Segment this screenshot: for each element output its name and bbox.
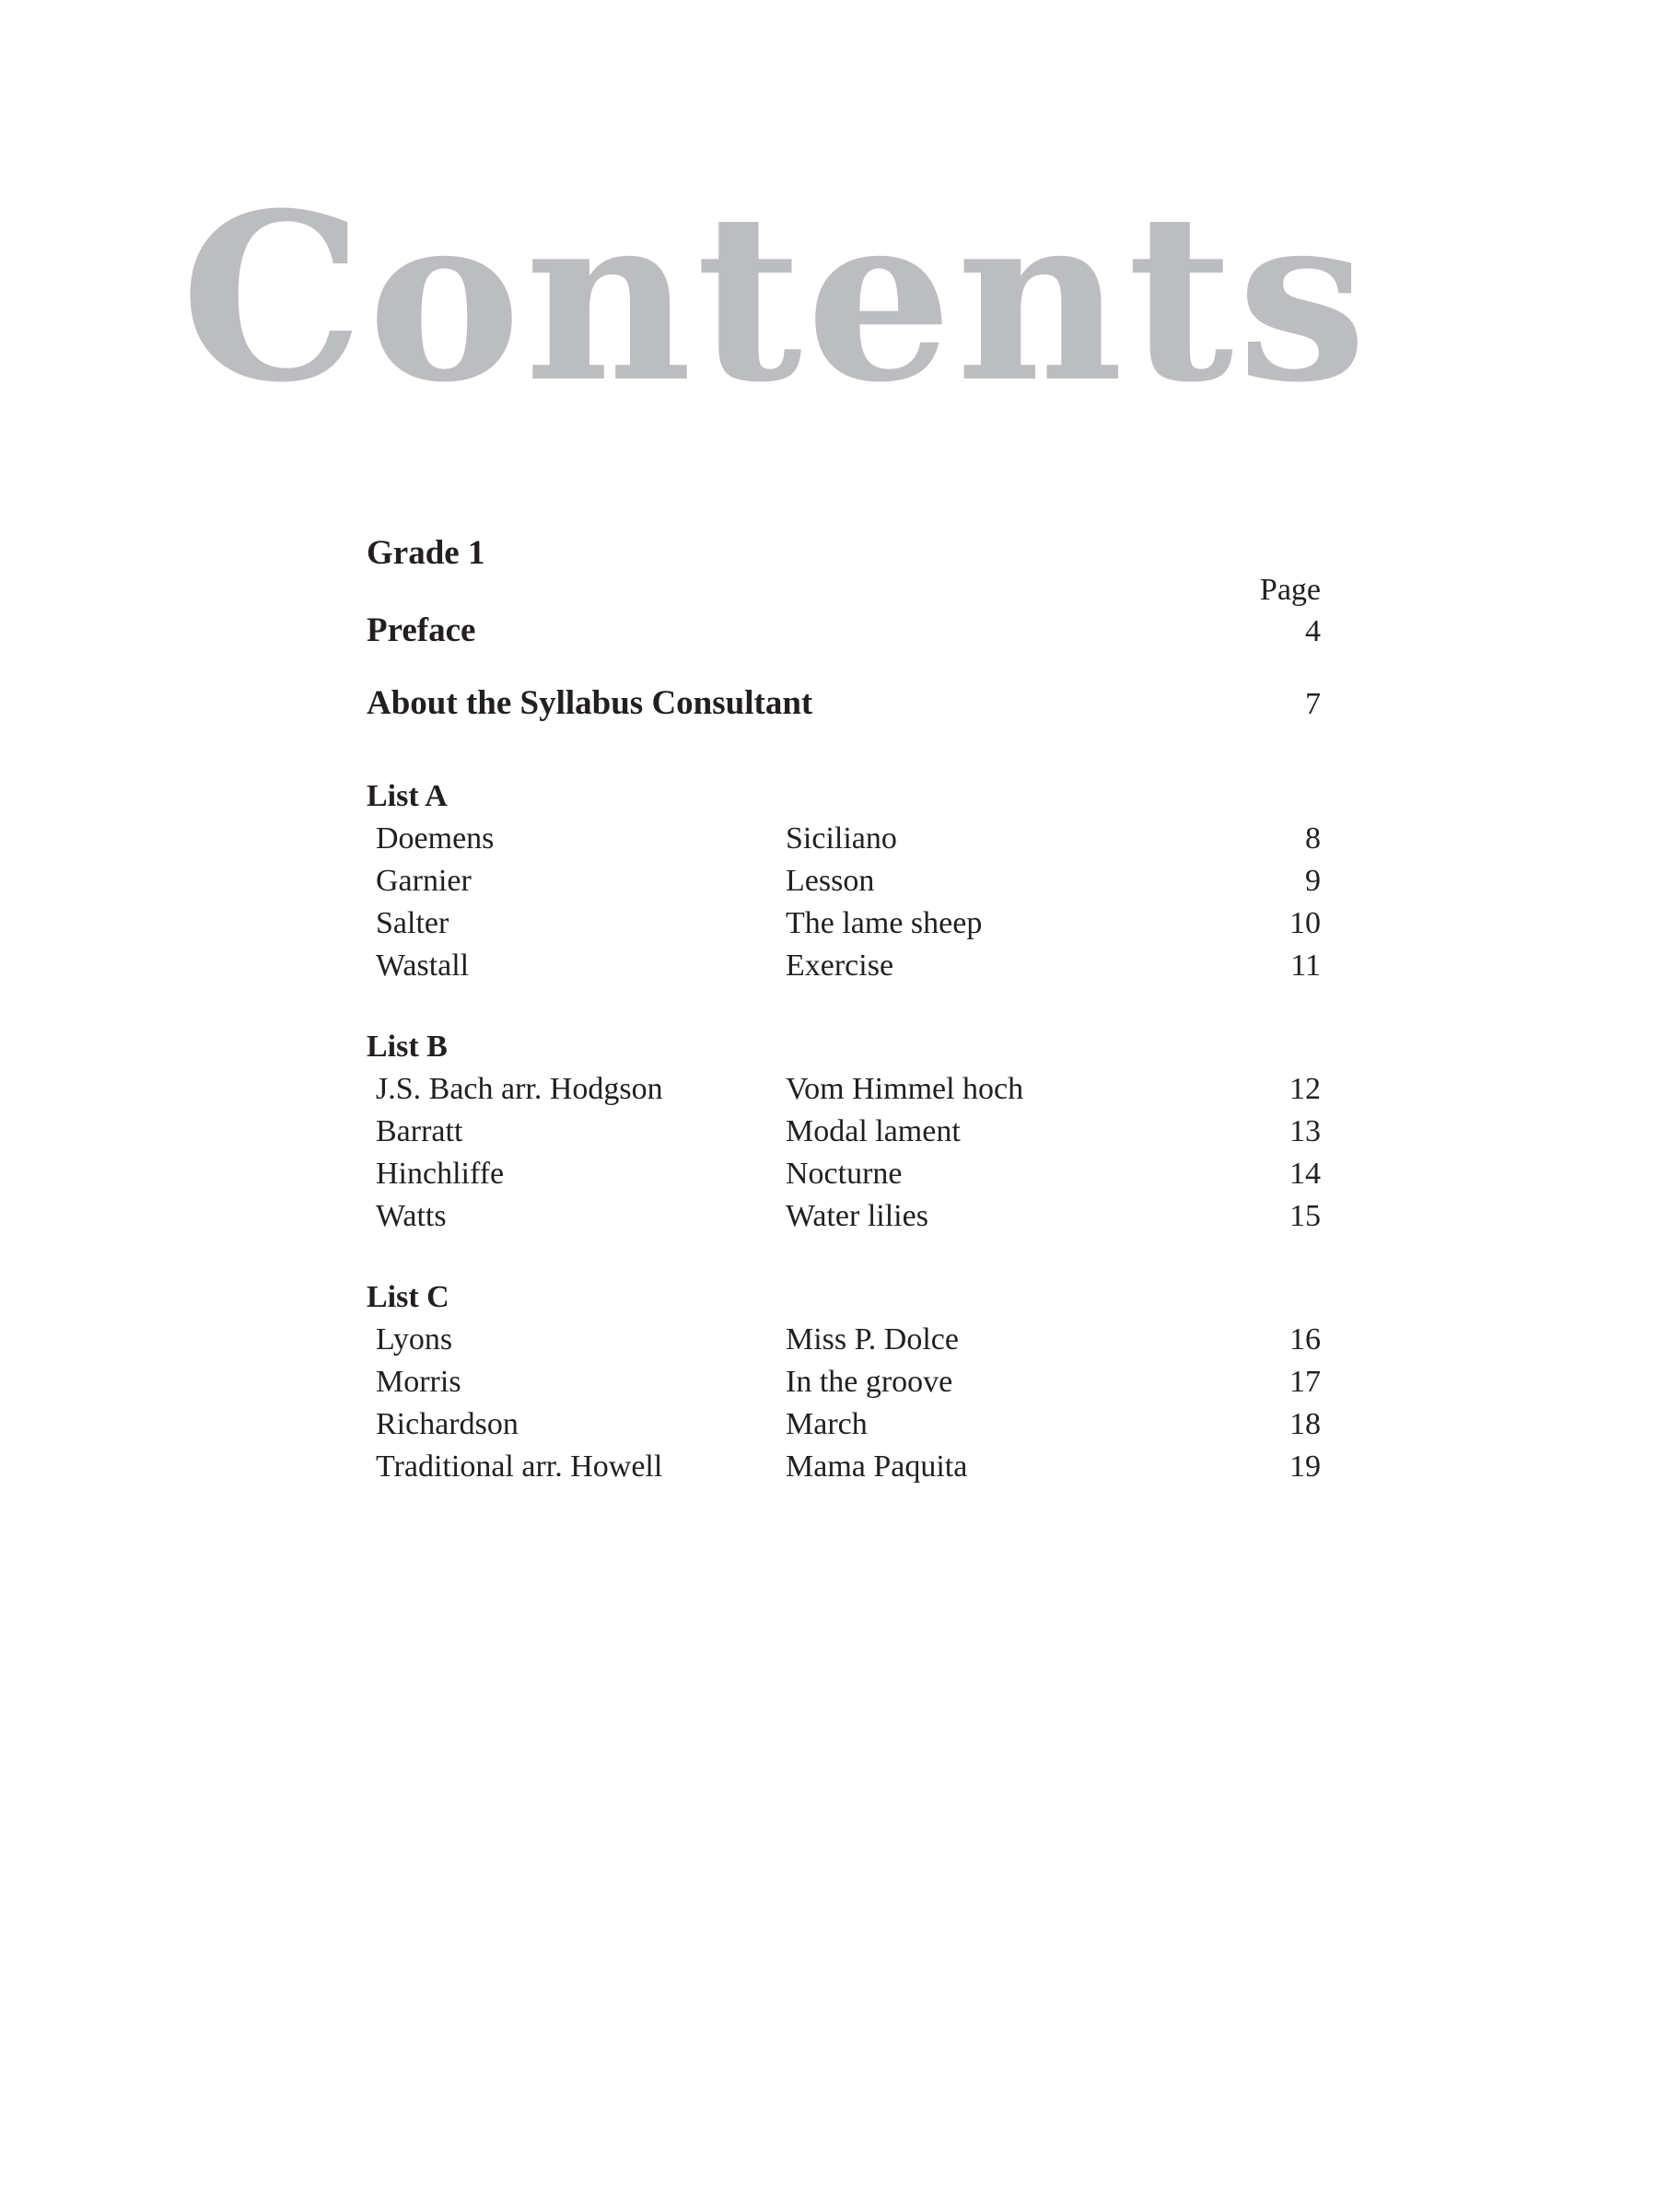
toc-entry-page: 7 [1305,687,1321,721]
toc-row[interactable] [367,1403,1321,1446]
piece-title: Mama Paquita [786,1449,968,1484]
toc-row[interactable] [367,945,1321,987]
composer-name: Salter [376,906,449,940]
piece-title: The lame sheep [786,906,983,940]
toc-row[interactable] [367,1446,1321,1488]
piece-title: Miss P. Dolce [786,1322,959,1356]
composer-name: J.S. Bach arr. Hodgson [376,1072,663,1106]
toc-row[interactable] [367,902,1321,945]
page-number: 9 [1305,864,1321,898]
piece-title: Siciliano [786,821,897,856]
composer-name: Watts [376,1199,447,1233]
piece-title: Vom Himmel hoch [786,1072,1024,1106]
list-c-section [367,1276,1321,1488]
list-b-section [367,1026,1321,1238]
page-number: 10 [1289,906,1321,940]
page-number: 18 [1289,1407,1321,1441]
list-heading: List B [367,1030,448,1064]
toc-entry-label: Preface [367,611,476,649]
piece-title: Exercise [786,949,894,983]
piece-title: In the groove [786,1365,953,1399]
page-title: Contents [181,162,1371,433]
page-number: 12 [1289,1072,1321,1106]
toc-row[interactable] [367,1068,1321,1111]
composer-name: Lyons [376,1322,453,1356]
piece-title: March [786,1407,868,1441]
piece-title: Lesson [786,864,875,898]
page-number: 14 [1289,1157,1321,1191]
composer-name: Hinchliffe [376,1157,505,1191]
toc-row[interactable] [367,1319,1321,1361]
piece-title: Water lilies [786,1199,928,1233]
toc-row[interactable] [367,1111,1321,1153]
page-column-label: Page [1259,573,1321,607]
toc-entry-label: About the Syllabus Consultant [367,684,813,722]
toc-row[interactable] [367,818,1321,860]
composer-name: Richardson [376,1407,519,1441]
toc-row[interactable] [367,1195,1321,1238]
grade-heading: Grade 1 [367,534,485,572]
page-number: 15 [1289,1199,1321,1233]
toc-entry-page: 4 [1305,614,1321,648]
toc-row[interactable] [367,1153,1321,1195]
composer-name: Morris [376,1365,461,1399]
toc-row[interactable] [367,860,1321,902]
page-number: 19 [1289,1449,1321,1484]
page-number: 11 [1290,949,1321,983]
composer-name: Traditional arr. Howell [376,1449,663,1484]
table-of-contents [367,530,1321,1488]
composer-name: Barratt [376,1114,463,1148]
composer-name: Wastall [376,949,470,983]
piece-title: Nocturne [786,1157,903,1191]
toc-row[interactable] [367,1361,1321,1403]
toc-entry-about-consultant[interactable] [367,682,1321,726]
composer-name: Garnier [376,864,472,898]
page-number: 13 [1289,1114,1321,1148]
page-number: 17 [1289,1365,1321,1399]
piece-title: Modal lament [786,1114,961,1148]
page-number: 8 [1305,821,1321,856]
toc-entry-preface[interactable] [367,610,1321,653]
list-a-section [367,775,1321,987]
composer-name: Doemens [376,821,495,856]
page-number: 16 [1289,1322,1321,1356]
list-heading: List C [367,1280,449,1314]
list-heading: List A [367,779,448,813]
